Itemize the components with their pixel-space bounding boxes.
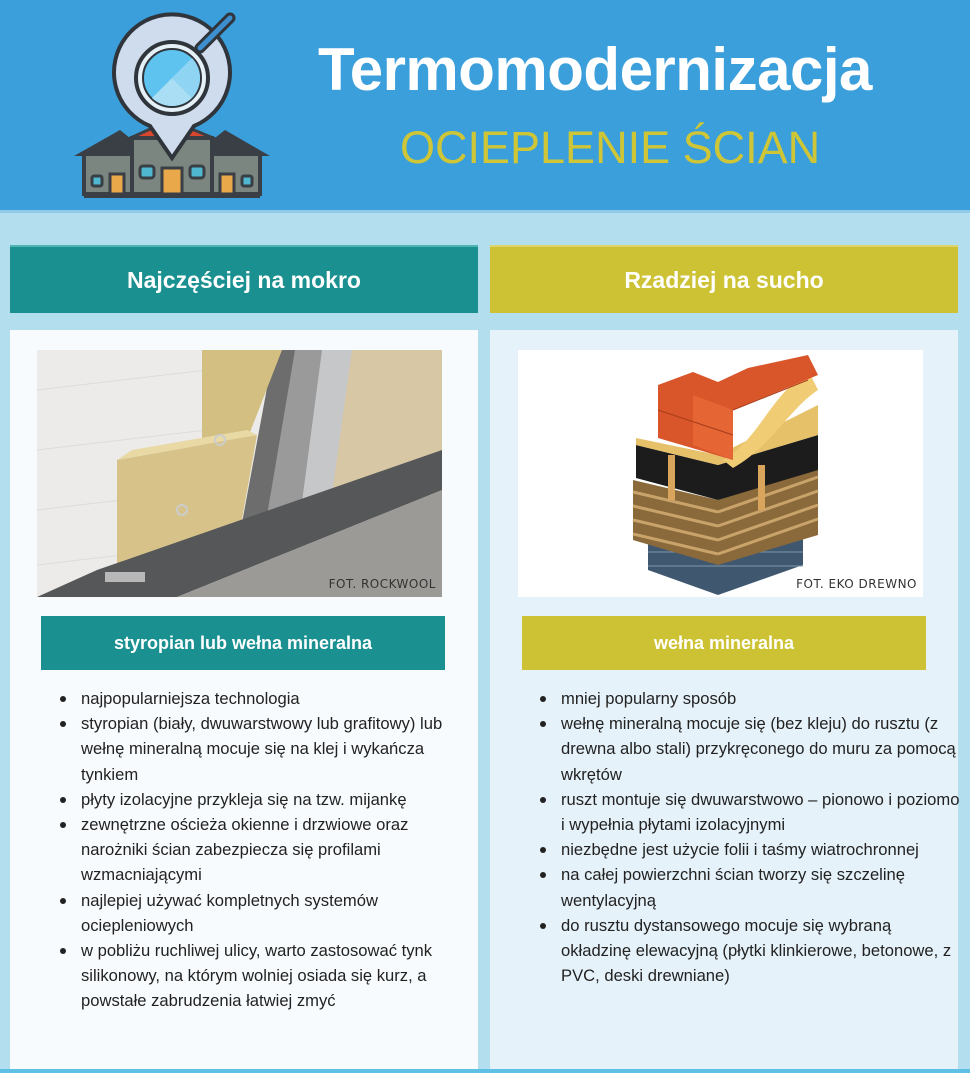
- bullet-list-wet: [53, 686, 476, 1014]
- photo-credit: FOT. ROCKWOOL: [328, 577, 436, 591]
- column-heading-label: Najczęściej na mokro: [127, 266, 361, 293]
- column-heading-label: Rzadziej na sucho: [624, 266, 824, 293]
- page-title: Termomodernizacja: [318, 36, 872, 103]
- list-item: wełnę mineralną mocuje się (bez kleju) do rusztu (z drewna albo stali) przykręconego do muru za pomocą wkrętów: [561, 711, 961, 787]
- panel-dry-method: [490, 330, 958, 1073]
- material-badge: [522, 616, 926, 670]
- list-item: na całej powierzchni ścian tworzy się szczelinę wentylacyjną: [561, 862, 961, 912]
- bottom-divider: [0, 1069, 970, 1073]
- house-with-magnifier-pin-icon: [70, 8, 275, 200]
- list-item: mniej popularny sposób: [561, 686, 961, 711]
- list-item: ruszt montuje się dwuwarstwowo – pionowo i poziomo i wypełnia płytami izolacyjnymi: [561, 787, 961, 837]
- material-label: wełna mineralna: [653, 632, 795, 653]
- list-item: do rusztu dystansowego mocuje się wybraną okładzinę elewacyjną (płytki klinkierowe, betonowe, z PVC, deski drewniane): [561, 913, 961, 989]
- header-divider: [0, 210, 970, 213]
- material-label: styropian lub wełna mineralna: [113, 632, 373, 653]
- list-item: najlepiej używać kompletnych systemów ociepleniowych: [81, 888, 476, 938]
- column-heading-wet-method: [10, 245, 478, 313]
- column-heading-dry-method: [490, 245, 958, 313]
- photo-eko-drewno-wall: [518, 350, 923, 597]
- panel-wet-method: [10, 330, 478, 1073]
- list-item: płyty izolacyjne przykleja się na tzw. mijankę: [81, 787, 476, 812]
- material-badge: [41, 616, 445, 670]
- photo-rockwool-wall: [37, 350, 442, 597]
- header-banner: [0, 0, 970, 210]
- list-item: najpopularniejsza technologia: [81, 686, 476, 711]
- photo-credit: FOT. EKO DREWNO: [796, 577, 917, 591]
- bullet-list-dry: [533, 686, 961, 988]
- list-item: zewnętrzne ościeża okienne i drzwiowe oraz narożniki ścian zabezpiecza się profilami wzmacniającymi: [81, 812, 476, 888]
- list-item: w pobliżu ruchliwej ulicy, warto zastosować tynk silikonowy, na którym wolniej osiada się kurz, a powstałe zabrudzenia łatwiej zmyć: [81, 938, 476, 1014]
- list-item: niezbędne jest użycie folii i taśmy wiatrochronnej: [561, 837, 961, 862]
- list-item: styropian (biały, dwuwarstwowy lub grafitowy) lub wełnę mineralną mocuje się na klej i wykańcza tynkiem: [81, 711, 476, 787]
- page-subtitle: OCIEPLENIE ŚCIAN: [400, 122, 821, 173]
